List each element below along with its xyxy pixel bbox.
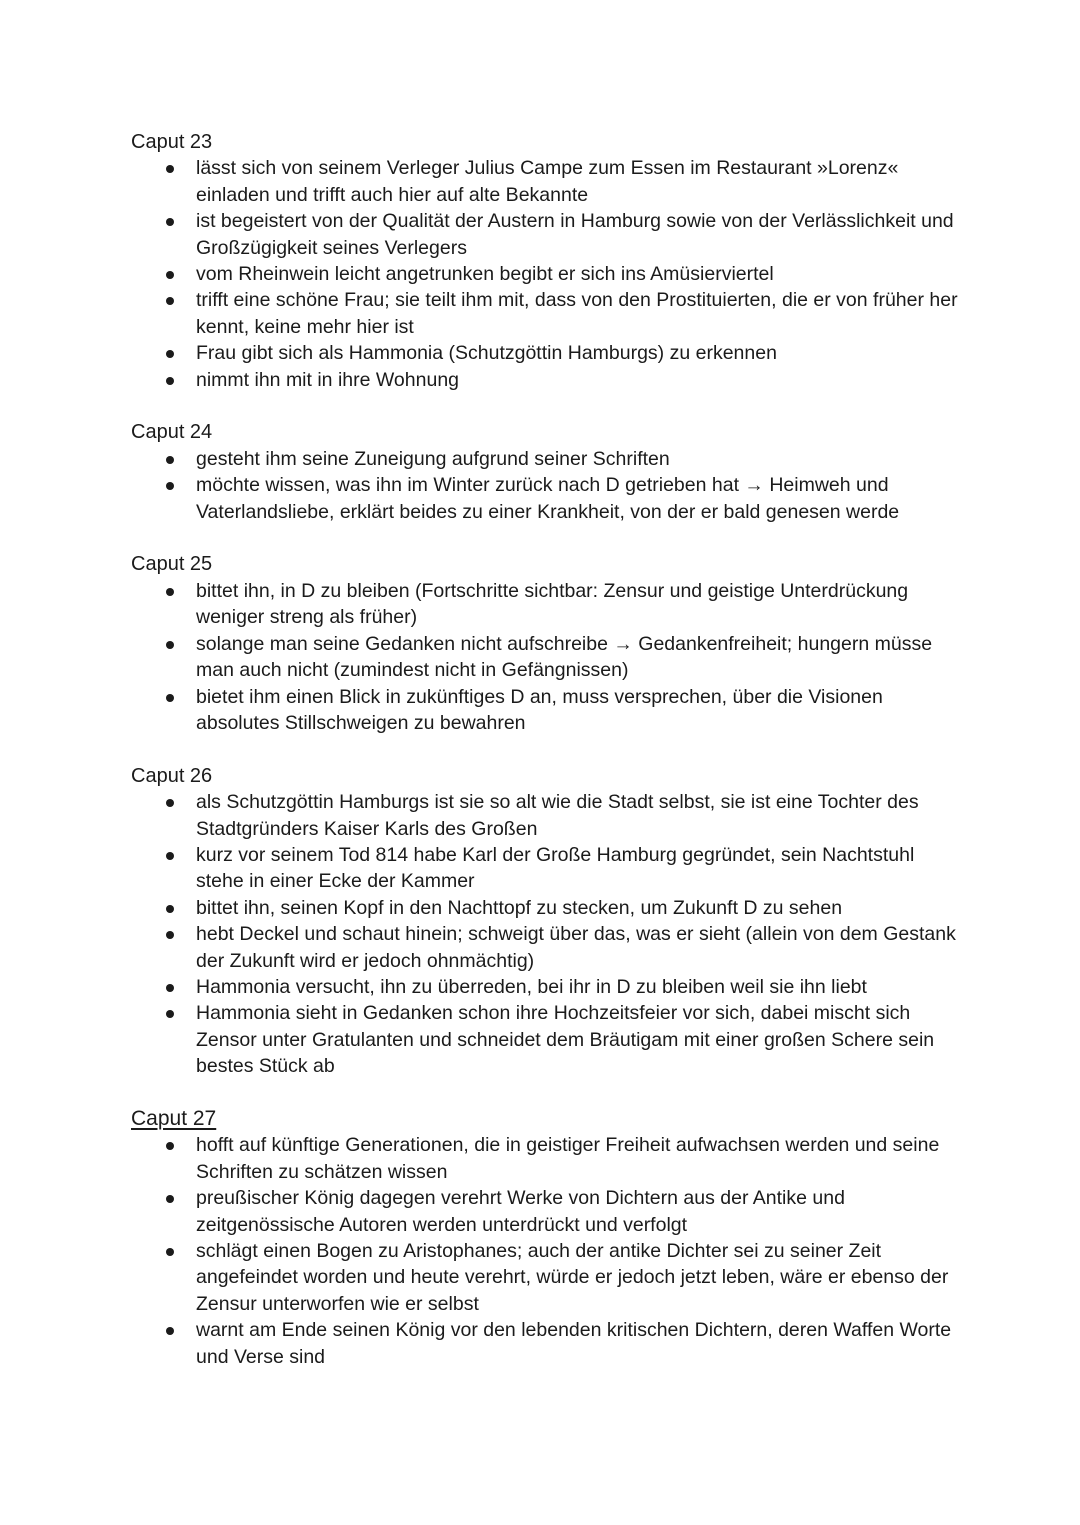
- list-item-text: als Schutzgöttin Hamburgs ist sie so alt wie die Stadt selbst, sie ist eine Tochter des Stadtgründers Kaiser Karls des Großen: [196, 791, 919, 840]
- section-caput-26: [131, 763, 961, 1080]
- bullet-icon: [166, 641, 174, 649]
- list-item: [131, 472, 961, 525]
- section-heading: Caput 25: [131, 553, 213, 576]
- bullet-icon: [166, 905, 174, 913]
- section-caput-25: [131, 551, 961, 736]
- bullet-icon: [166, 1142, 174, 1150]
- bullet-icon: [166, 482, 174, 490]
- list-item: [131, 340, 961, 366]
- list-item-text: bittet ihn, seinen Kopf in den Nachttopf zu stecken, um Zukunft D zu sehen: [196, 896, 843, 919]
- list-item-text: nimmt ihn mit in ihre Wohnung: [196, 368, 460, 391]
- list-item: [131, 842, 961, 895]
- section-caput-27: [131, 1106, 961, 1370]
- list-item: [131, 578, 961, 631]
- list-item-text: Frau gibt sich als Hammonia (Schutzgöttin Hamburgs) zu erkennen: [196, 342, 777, 365]
- section-heading: Caput 27: [131, 1106, 217, 1130]
- list-item-text: möchte wissen, was ihn im Winter zurück nach D getrieben hat → Heimweh und Vaterlandsliebe, erklärt beides zu einer Krankheit, von der er bald genesen werde: [196, 474, 900, 523]
- list-item-text: warnt am Ende seinen König vor den lebenden kritischen Dichtern, deren Waffen Worte und Verse sind: [196, 1319, 952, 1368]
- list-item-text: lässt sich von seinem Verleger Julius Campe zum Essen im Restaurant »Lorenz« einladen und trifft auch hier auf alte Bekannte: [196, 157, 899, 206]
- bullet-list: [131, 155, 961, 393]
- list-item: [131, 1317, 961, 1370]
- bullet-icon: [166, 799, 174, 807]
- list-item: [131, 684, 961, 737]
- list-item-text: hofft auf künftige Generationen, die in geistiger Freiheit aufwachsen werden und seine Schriften zu schätzen wissen: [196, 1134, 940, 1183]
- bullet-list: [131, 446, 961, 525]
- list-item-text: Hammonia sieht in Gedanken schon ihre Hochzeitsfeier vor sich, dabei mischt sich Zensor unter Gratulanten und schneidet dem Bräutigam mit einer großen Schere sein bestes Stück ab: [196, 1002, 935, 1078]
- bullet-icon: [166, 852, 174, 860]
- section-heading: Caput 23: [131, 131, 213, 153]
- list-item-text: schlägt einen Bogen zu Aristophanes; auch der antike Dichter sei zu seiner Zeit angefeindet worden und heute verehrt, würde er jedoch jetzt leben, wäre er ebenso der Zensur unterworfen wie er selbst: [196, 1240, 949, 1315]
- bullet-icon: [166, 1248, 174, 1256]
- list-item-text: preußischer König dagegen verehrt Werke von Dichtern aus der Antike und zeitgenössische Autoren werden unterdrückt und verfolgt: [196, 1187, 845, 1236]
- bullet-icon: [166, 984, 174, 992]
- bullet-icon: [166, 297, 174, 305]
- list-item: [131, 974, 961, 1000]
- list-item: [131, 1132, 961, 1185]
- bullet-icon: [166, 931, 174, 939]
- list-item-text: trifft eine schöne Frau; sie teilt ihm mit, dass von den Prostituierten, die er von früher her kennt, keine mehr hier ist: [196, 289, 958, 338]
- list-item: [131, 287, 961, 340]
- list-item: [131, 631, 961, 684]
- list-item: [131, 208, 961, 261]
- bullet-icon: [166, 1195, 174, 1203]
- list-item-text: gesteht ihm seine Zuneigung aufgrund seiner Schriften: [196, 447, 670, 470]
- section-caput-23: [131, 129, 961, 393]
- list-item: [131, 367, 961, 393]
- list-item-text: solange man seine Gedanken nicht aufschreibe → Gedankenfreiheit; hungern müsse man auch nicht (zumindest nicht in Gefängnissen): [196, 632, 933, 682]
- list-item: [131, 789, 961, 842]
- list-item-text: ist begeistert von der Qualität der Austern in Hamburg sowie von der Verlässlichkeit und Großzügigkeit seines Verlegers: [196, 210, 954, 259]
- section-caput-24: [131, 419, 961, 525]
- bullet-list: [131, 1132, 961, 1370]
- list-item-text: kurz vor seinem Tod 814 habe Karl der Große Hamburg gegründet, sein Nachtstuhl stehe in einer Ecke der Kammer: [196, 843, 915, 893]
- bullet-icon: [166, 271, 174, 279]
- bullet-icon: [166, 165, 174, 173]
- bullet-icon: [166, 456, 174, 464]
- list-item: [131, 446, 961, 472]
- document-page: [131, 129, 961, 1396]
- list-item: [131, 921, 961, 974]
- bullet-icon: [166, 588, 174, 596]
- section-heading: Caput 24: [131, 421, 213, 444]
- list-item: [131, 261, 961, 287]
- bullet-list: [131, 578, 961, 736]
- section-heading: Caput 26: [131, 764, 213, 787]
- bullet-icon: [166, 694, 174, 702]
- list-item-text: bietet ihm einen Blick in zukünftiges D an, muss versprechen, über die Visionen absolutes Stillschweigen zu bewahren: [196, 685, 883, 734]
- list-item: [131, 1185, 961, 1238]
- list-item-text: Hammonia versucht, ihn zu überreden, bei ihr in D zu bleiben weil sie ihn liebt: [196, 975, 867, 998]
- bullet-icon: [166, 218, 174, 226]
- bullet-icon: [166, 1327, 174, 1335]
- list-item: [131, 1238, 961, 1317]
- bullet-icon: [166, 1010, 174, 1018]
- bullet-icon: [166, 350, 174, 358]
- list-item: [131, 155, 961, 208]
- list-item-text: bittet ihn, in D zu bleiben (Fortschritte sichtbar: Zensur und geistige Unterdrückung weniger streng als früher): [196, 579, 909, 629]
- list-item: [131, 895, 961, 921]
- list-item: [131, 1000, 961, 1079]
- list-item-text: vom Rheinwein leicht angetrunken begibt er sich ins Amüsierviertel: [196, 263, 774, 286]
- bullet-list: [131, 789, 961, 1079]
- list-item-text: hebt Deckel und schaut hinein; schweigt über das, was er sieht (allein von dem Gestank der Zukunft wird er jedoch ohnmächtig): [196, 923, 956, 972]
- bullet-icon: [166, 377, 174, 385]
